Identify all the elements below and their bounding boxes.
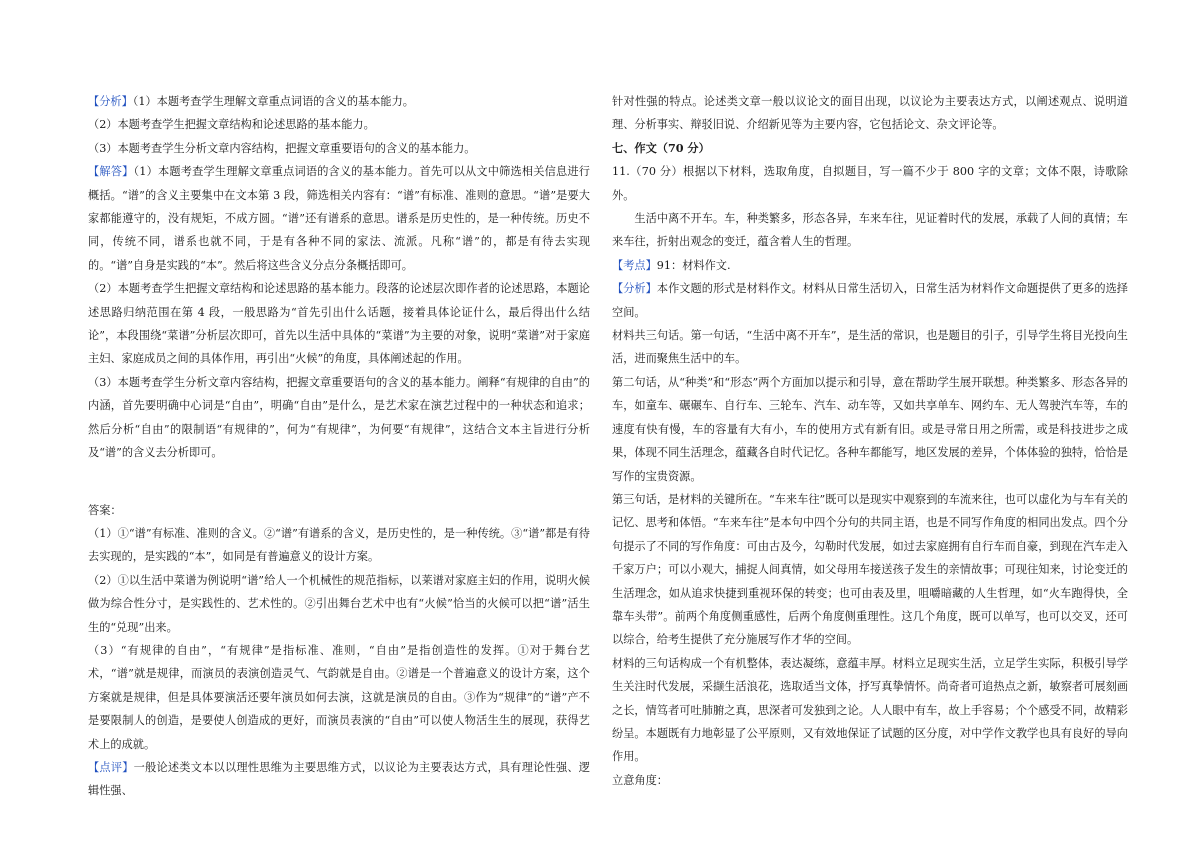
essay-paragraph-2: 第二句话，从“种类”和“形态”两个方面加以提示和引导，意在帮助学生展开联想。种类繁多、形态各异的车，如童车、碾碾车、自行车、三轮车、汽车、动车等，又如共享单车、网约车、无人驾驶汽车等，车的速度有快有慢，车的容量有大有小，车的使用方式有新有旧。或是寻常日用之所需，或是科技进步之成果，体现不同生活理念，蕴藏各自时代记忆。各种车都能写，地区发展的差异，个体体验的独特，恰恰是写作的宝贵资源。: [612, 375, 1128, 483]
essay-analysis-text: 本作文题的形式是材料作文。材料从日常生活切入，日常生活为材料作文命题提供了更多的选择空间。: [612, 282, 1128, 319]
knowledge-point: [612, 254, 1128, 277]
analysis-line-2: （2）本题考查学生把握文章结构和论述思路的基本能力。: [88, 118, 375, 132]
answer-paragraph-3: （3）“有规律的自由”，“有规律”是指标准、准则，“自由”是指创造性的发挥。①对于舞台艺术，“谱”就是规律，而演员的表演创造灵气、气韵就是自由。②谱是一个普遍意义的设计方案，这个方案就是规律，但是具体要演活还要年演员如何去演，这就是演员的自由。③作为“规律”的“谱”产不是要限制人的创造，是要使人创造成的更好，而演员表演的“自由”可以使人物活生生的展现，获得艺术上的成就。: [88, 643, 590, 751]
solution-paragraph-1: [88, 160, 590, 277]
essay-analysis: [612, 277, 1128, 324]
essay-analysis-tag: 【分析】: [612, 282, 657, 296]
essay-paragraph-1: 材料共三句话。第一句话，“生活中离不开车”，是生活的常识，也是题目的引子，引导学生将目光投向生活，进而聚焦生活中的车。: [612, 329, 1128, 366]
comment-tag: 【点评】: [88, 760, 134, 774]
knowledge-tag: 【考点】: [612, 258, 657, 272]
solution-text-1: （1）本题考查学生理解文章重点词语的含义的基本能力。首先可以从文中筛选相关信息进行概括。“谱”的含义主要集中在文本第 3 段，筛选相关内容有：“谱”有标准、准则的意思。“谱”是要大家都能遵守的，没有规矩，不成方圆。“谱”还有谱系的意思。谱系是历史性的，是一种传统。历史不同，传统不同，谱系也就不同，于是有各种不同的家法、流派。凡称“谱”的，都是有待去实现的。“谱”自身是实践的“本”。然后将这些含义分点分条概括即可。: [88, 165, 590, 272]
answer-paragraph-2: （2）①以生活中菜谱为例说明“谱”给人一个机械性的规范指标，以莱谱对家庭主妇的作用，说明火候做为综合性分寸，是实践性的、艺术性的。②引出舞台艺术中也有“火候”恰当的火候可以把“谱”活生生的“兑现”出来。: [88, 573, 590, 634]
left-column: [88, 90, 590, 803]
section-title: 七、作文（70 分）: [612, 140, 710, 155]
essay-paragraph-3: 第三句话，是材料的关键所在。“车来车往”既可以是现实中观察到的车流来往，也可以虚化为与车有关的记忆、思考和体悟。“车来车往”是本句中四个分句的共同主语，也是不同写作角度的相同出发点。四个分句提示了不同的写作角度：可由古及今，勾勒时代发展，如过去家庭拥有自行车而自豪，到现在汽车走入千家万户；可以小观大，捕捉人间真情，如父母用车接送孩子发生的亲情故事；可现往知来，讨论变迁的生活理念，如从追求快捷到重视环保的转变；也可由表及里，咀嚼暗藏的人生哲理，如“火车跑得快，全靠车头带”。前两个角度侧重感性，后两个角度侧重理性。这几个角度，既可以单写，也可以交叉，还可以综合，给考生提供了充分施展写作才华的空间。: [612, 492, 1128, 647]
solution-paragraph-2: （2）本题考查学生把握文章结构和论述思路的基本能力。段落的论述层次即作者的论述思路，本题论述思路归纳范围在第 4 段，一般思路为“首先引出什么话题，接着具体论证什么，最后得出什么结论”，本段围绕“菜谱”分析层次即可，首先以生活中具体的“菜谱”为主要的对象，说明“菜谱”对于家庭主妇、家庭成员之间的具体作用，再引出“火候”的角度，具体阐述起的作用。: [88, 282, 590, 366]
right-column: [612, 90, 1128, 792]
analysis-tag: 【分析】: [88, 95, 133, 108]
essay-paragraph-4: 材料的三句话构成一个有机整体，表达凝练，意蕴丰厚。材料立足现实生活，立足学生实际，积极引导学生关注时代发展，采撷生活浪花，选取适当文体，抒写真挚情怀。尚奇者可追热点之新，敏察者可展刻画之长，情笃者可吐肺腑之真，思深者可发独到之论。人人眼中有车，故上手容易；个个感受不同，故精彩纷呈。本题既有力地彰显了公平原则，又有效地保证了试题的区分度，对中学作文教学也具有良好的导向作用。: [612, 656, 1128, 764]
comment-text: 一般论述类文本以以理性思维为主要思维方式，以议论为主要表达方式，具有理论性强、逻辑性强、: [88, 760, 590, 798]
analysis-line-3: （3）本题考查学生分析文章内容结构，把握文章重要语句的含义的基本能力。: [88, 141, 476, 155]
solution-paragraph-3: （3）本题考查学生分析文章内容结构，把握文章重要语句的含义的基本能力。阐释“有规律的自由”的内涵，首先要明确中心词是“自由”，明确“自由”是什么，是艺术家在演艺过程中的一种状态和追求；然后分析“自由”的限制语“有规律的”，何为“有规律”，为何要“有规律”，这结合文本主旨进行分析及“谱”的含义去分析即可。: [88, 375, 590, 460]
comment-continuation: 针对性强的特点。论述类文章一般以议论文的面目出现，以议论为主要表达方式，以阐述观点、说明道理、分析事实、辩驳旧说、介绍新见等为主要内容，它包括论文、杂文评论等。: [612, 95, 1128, 132]
knowledge-text: 91：材料作文.: [656, 258, 731, 272]
essay-paragraph-5: 立意角度：: [612, 773, 668, 787]
comment-paragraph: [88, 756, 590, 803]
spacer: [88, 465, 590, 499]
question-material: 生活中离不开车。车，种类繁多，形态各异，车来车往，见证着时代的发展，承载了人间的真情；车来车往，折射出观念的变迁，蕴含着人生的哲理。: [612, 212, 1128, 249]
solution-tag: 【解答】: [88, 165, 134, 179]
answer-label: 答案：: [88, 503, 122, 517]
answer-paragraph-1: （1）①“谱”有标准、准则的含义。②“谱”有谱系的含义，是历史性的，是一种传统。③“谱”都是有待去实现的，是实践的“本”，如同是有普遍意义的设计方案。: [88, 526, 590, 564]
analysis-line-1: [88, 90, 590, 113]
analysis-text-1: （1）本题考查学生理解文章重点词语的含义的基本能力。: [132, 95, 414, 108]
question-11: 11.（70 分）根据以下材料，选取角度，自拟题目，写一篇不少于 800 字的文章；文体不限，诗歌除外。: [612, 165, 1128, 202]
